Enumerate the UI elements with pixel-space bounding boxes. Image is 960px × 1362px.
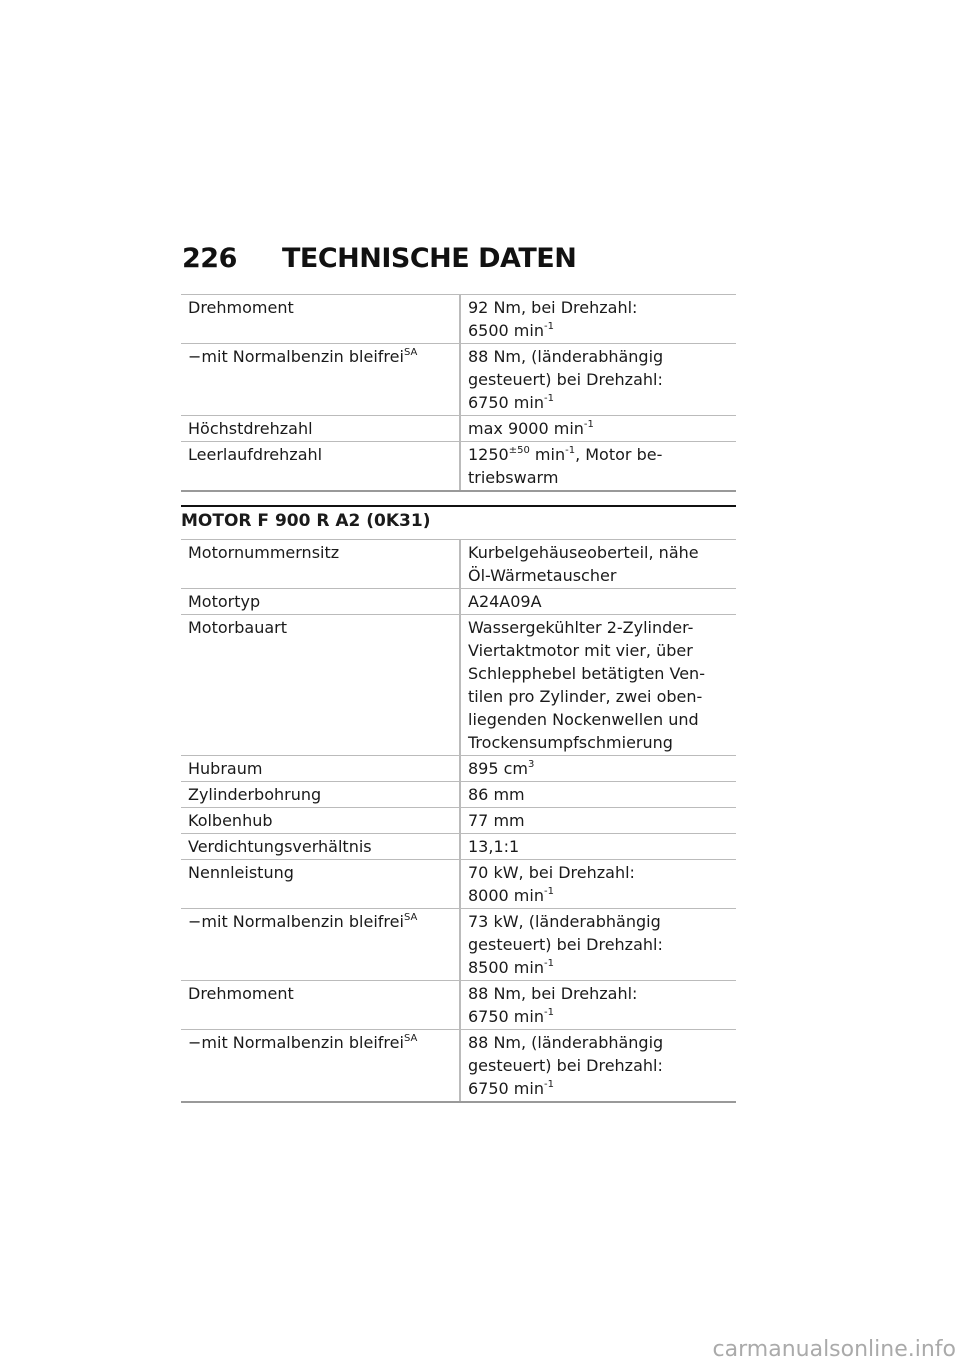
text-segment: 73 kW, (länderabhängig <box>468 912 661 931</box>
text-segment: triebswarm <box>468 468 559 487</box>
spec-value <box>460 782 736 808</box>
spec-label <box>181 589 460 615</box>
text-segment: tilen pro Zylinder, zwei oben- <box>468 687 703 706</box>
text-segment: liegenden Nockenwellen und <box>468 710 699 729</box>
spec-value <box>460 589 736 615</box>
text-segment: A24A09A <box>468 592 542 611</box>
text-segment: Drehmoment <box>188 984 294 1003</box>
text-segment: 88 Nm, bei Drehzahl: <box>468 984 638 1003</box>
text-segment: 86 mm <box>468 785 525 804</box>
superscript: 3 <box>528 759 535 770</box>
page-heading <box>182 243 576 274</box>
value-line <box>468 345 729 368</box>
text-segment: Viertaktmotor mit vier, über <box>468 641 693 660</box>
superscript: SA <box>403 347 418 358</box>
value-line <box>468 783 729 806</box>
watermark: carmanualsonline.info <box>712 1337 956 1362</box>
spec-value <box>460 344 736 416</box>
text-segment: −mit Normalbenzin bleifrei <box>188 912 404 931</box>
value-line <box>468 708 729 731</box>
value-line <box>468 417 729 440</box>
text-segment: Zylinderbohrung <box>188 785 322 804</box>
text-segment: Wassergekühlter 2-Zylinder- <box>468 618 694 637</box>
text-segment: 6750 min <box>468 393 544 412</box>
spec-value <box>460 442 736 492</box>
spec-label <box>181 909 460 981</box>
text-segment: 8000 min <box>468 886 544 905</box>
text-segment: Drehmoment <box>188 298 294 317</box>
superscript: SA <box>403 1033 418 1044</box>
text-segment: Schlepphebel betätigten Ven- <box>468 664 705 683</box>
spec-value <box>460 540 736 589</box>
text-segment: 92 Nm, bei Drehzahl: <box>468 298 638 317</box>
superscript: -1 <box>543 886 554 897</box>
value-line <box>468 1031 729 1054</box>
spec-label <box>181 1030 460 1103</box>
table-row <box>181 416 736 442</box>
value-line <box>468 391 729 414</box>
text-segment: −mit Normalbenzin bleifrei <box>188 1033 404 1052</box>
table-row <box>181 615 736 756</box>
text-segment: 6750 min <box>468 1079 544 1098</box>
text-segment: −mit Normalbenzin bleifrei <box>188 347 404 366</box>
spec-value <box>460 1030 736 1103</box>
text-segment: max 9000 min <box>468 419 584 438</box>
value-line <box>468 616 729 639</box>
superscript: -1 <box>543 393 554 404</box>
spec-label <box>181 615 460 756</box>
spec-label <box>181 782 460 808</box>
value-line <box>468 541 729 564</box>
superscript: -1 <box>543 1079 554 1090</box>
text-segment: gesteuert) bei Drehzahl: <box>468 1056 663 1075</box>
table-row <box>181 808 736 834</box>
value-line <box>468 757 729 780</box>
table-row <box>181 981 736 1030</box>
table-row <box>181 909 736 981</box>
table-row <box>181 540 736 589</box>
text-segment: Motorbauart <box>188 618 287 637</box>
superscript: -1 <box>543 321 554 332</box>
text-segment: min <box>529 445 566 464</box>
value-line <box>468 685 729 708</box>
spec-value <box>460 834 736 860</box>
value-line <box>468 956 729 979</box>
text-segment: Trockensumpfschmierung <box>468 733 673 752</box>
text-segment: 88 Nm, (länderabhängig <box>468 347 664 366</box>
spec-label <box>181 834 460 860</box>
text-segment: gesteuert) bei Drehzahl: <box>468 935 663 954</box>
text-segment: 6750 min <box>468 1007 544 1026</box>
text-segment: Höchstdrehzahl <box>188 419 313 438</box>
value-line <box>468 884 729 907</box>
value-line <box>468 443 729 466</box>
table-row <box>181 1030 736 1103</box>
value-line <box>468 590 729 613</box>
superscript: -1 <box>543 1007 554 1018</box>
text-segment: Kurbelgehäuseoberteil, nähe <box>468 543 699 562</box>
text-segment: Motornummernsitz <box>188 543 340 562</box>
text-segment: Verdichtungsverhältnis <box>188 837 372 856</box>
text-segment: 1250 <box>468 445 509 464</box>
text-segment: Leerlaufdrehzahl <box>188 445 323 464</box>
spec-value <box>460 981 736 1030</box>
value-line <box>468 910 729 933</box>
table-row <box>181 860 736 909</box>
spec-table-torque <box>181 294 736 492</box>
value-line <box>468 466 729 489</box>
spec-label <box>181 442 460 492</box>
text-segment: 8500 min <box>468 958 544 977</box>
spec-value <box>460 909 736 981</box>
value-line <box>468 662 729 685</box>
table-row <box>181 756 736 782</box>
text-segment: Öl-Wärmetauscher <box>468 566 617 585</box>
page-number: 226 <box>182 243 237 274</box>
value-line <box>468 1077 729 1100</box>
text-segment: gesteuert) bei Drehzahl: <box>468 370 663 389</box>
value-line <box>468 809 729 832</box>
spec-label <box>181 540 460 589</box>
spec-label <box>181 808 460 834</box>
text-segment: 13,1:1 <box>468 837 520 856</box>
section-title: MOTOR F 900 R A2 (0K31) <box>181 505 736 531</box>
table-row <box>181 589 736 615</box>
value-line <box>468 319 729 342</box>
value-line <box>468 368 729 391</box>
text-segment: 6500 min <box>468 321 544 340</box>
table-row <box>181 782 736 808</box>
table-row <box>181 834 736 860</box>
superscript: SA <box>403 912 418 923</box>
text-segment: , Motor be- <box>575 445 663 464</box>
spec-label <box>181 295 460 344</box>
text-segment: 70 kW, bei Drehzahl: <box>468 863 635 882</box>
spec-value <box>460 860 736 909</box>
text-segment: Nennleistung <box>188 863 294 882</box>
table-row <box>181 344 736 416</box>
spec-value <box>460 756 736 782</box>
superscript: -1 <box>583 419 594 430</box>
value-line <box>468 296 729 319</box>
superscript: -1 <box>565 445 576 456</box>
text-segment: Hubraum <box>188 759 263 778</box>
text-segment: 77 mm <box>468 811 525 830</box>
spec-label <box>181 860 460 909</box>
value-line <box>468 1005 729 1028</box>
value-line <box>468 933 729 956</box>
value-line <box>468 835 729 858</box>
superscript: ±50 <box>508 445 530 456</box>
value-line <box>468 982 729 1005</box>
spec-label <box>181 416 460 442</box>
value-line <box>468 861 729 884</box>
text-segment: Kolbenhub <box>188 811 273 830</box>
spec-label <box>181 981 460 1030</box>
spec-value <box>460 295 736 344</box>
table-row <box>181 442 736 492</box>
value-line <box>468 639 729 662</box>
superscript: -1 <box>543 958 554 969</box>
spec-value <box>460 615 736 756</box>
value-line <box>468 564 729 587</box>
page-title: TECHNISCHE DATEN <box>282 243 577 274</box>
value-line <box>468 731 729 754</box>
spec-label <box>181 344 460 416</box>
text-segment: 895 cm <box>468 759 529 778</box>
text-segment: Motortyp <box>188 592 261 611</box>
spec-label <box>181 756 460 782</box>
spec-value <box>460 416 736 442</box>
value-line <box>468 1054 729 1077</box>
text-segment: 88 Nm, (länderabhängig <box>468 1033 664 1052</box>
table-row <box>181 295 736 344</box>
spec-value <box>460 808 736 834</box>
spec-table-motor <box>181 539 736 1103</box>
